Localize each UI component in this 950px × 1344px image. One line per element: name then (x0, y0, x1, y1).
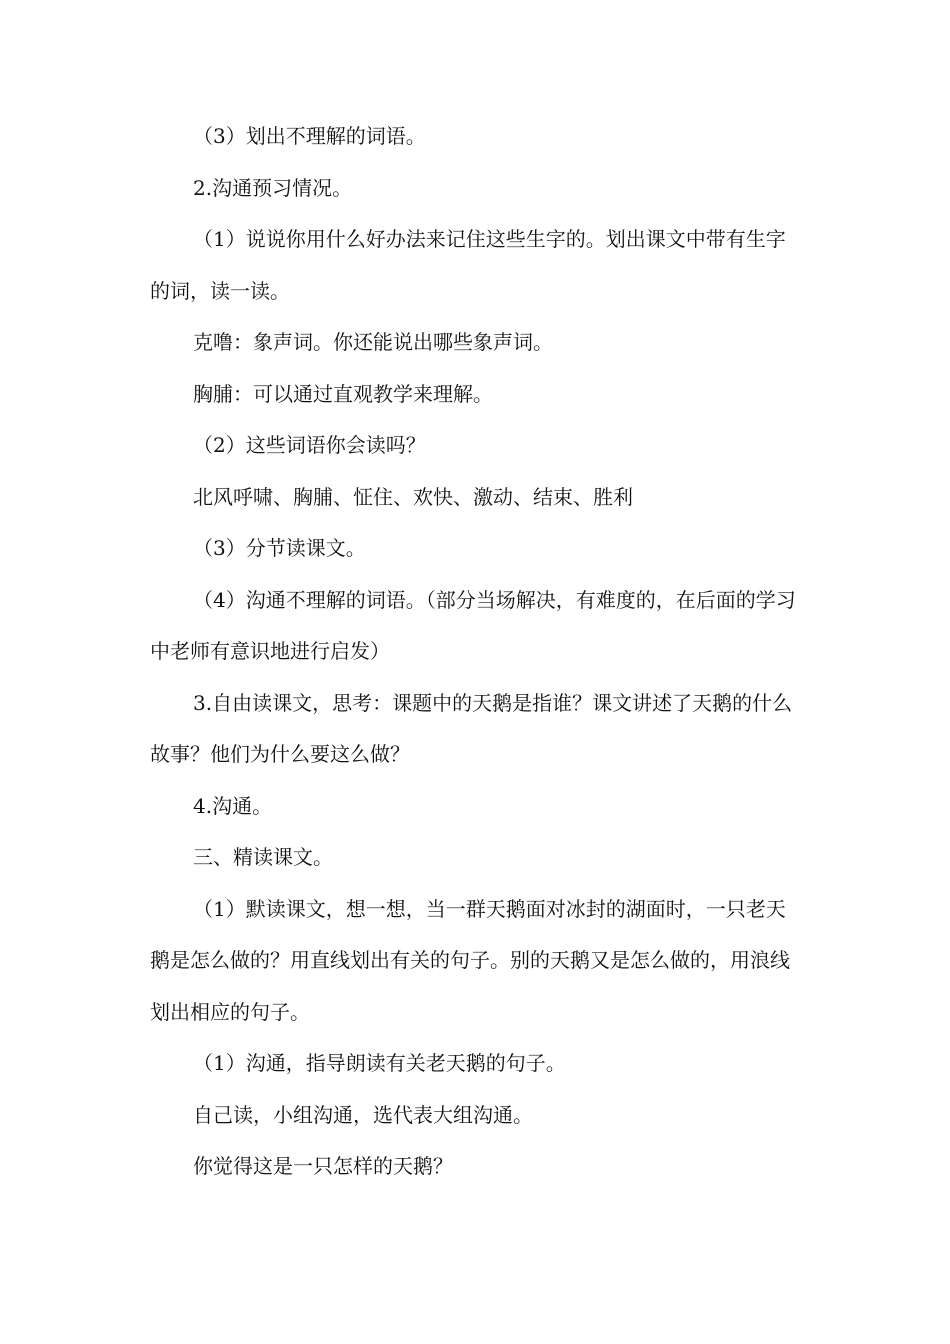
paragraph-read-by-section: （3）分节读课文。 (193, 536, 366, 560)
paragraph-communicate-preview: 2.沟通预习情况。 (193, 175, 353, 200)
paragraph-group-discussion: 自己读，小组沟通，选代表大组沟通。 (193, 1102, 533, 1127)
paragraph-difficult-words: （4）沟通不理解的词语。（部分当场解决，有难度的，在后面的学习中老师有意识地进行启发） (150, 587, 796, 663)
document-body (150, 111, 800, 1193)
paragraph-vocabulary-list: 北风呼啸、胸脯、怔住、欢快、激动、结束、胜利 (193, 484, 633, 509)
paragraph-silent-reading: （1）默读课文，想一想，当一群天鹅面对冰封的湖面时，一只老天鹅是怎么做的？用直线划出有关的句子。别的天鹅又是怎么做的，用浪线划出相应的句子。 (150, 896, 790, 1024)
paragraph-question: 你觉得这是一只怎样的天鹅？ (193, 1154, 453, 1178)
paragraph-guided-reading: （1）沟通，指导朗读有关老天鹅的句子。 (193, 1051, 566, 1075)
paragraph-can-you-read: （2）这些词语你会读吗？ (193, 433, 426, 457)
paragraph-kelu-onomatopoeia: 克噜：象声词。你还能说出哪些象声词。 (193, 330, 553, 354)
paragraph-communicate: 4.沟通。 (193, 793, 273, 818)
paragraph-memorize-characters: （1）说说你用什么好办法来记住这些生字的。划出课文中带有生字的词，读一读。 (150, 227, 786, 303)
paragraph-xiongpu: 胸脯：可以通过直观教学来理解。 (193, 381, 493, 406)
section-heading-close-reading: 三、精读课文。 (193, 845, 333, 869)
paragraph-free-reading: 3.自由读课文，思考：课题中的天鹅是指谁？课文讲述了天鹅的什么故事？他们为什么要这么做？ (150, 690, 793, 766)
paragraph-step-3-mark-words: （3）划出不理解的词语。 (193, 124, 426, 148)
